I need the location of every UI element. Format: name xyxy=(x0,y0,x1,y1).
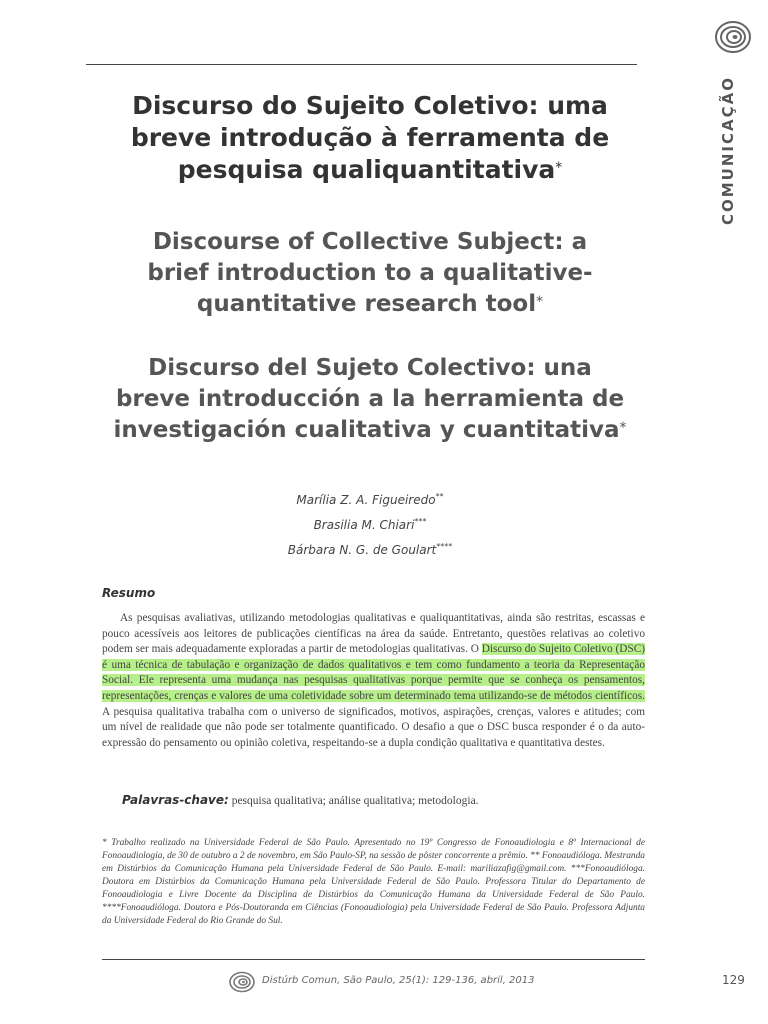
highlighted-text: Discurso do Sujeito Coletivo (DSC) é uma técnica de tabulação e organização de dados qualitativos e tem como fundamento a teoria da Representação Social. Ele representa uma mudança nas pesquisas qualitativas porque permite que se conheça os pensamentos, representações, crenças e valores de uma coletividade sobre um determinado tema utilizando-se de métodos científicos. xyxy=(102,643,645,702)
footnote-mark: * xyxy=(619,420,627,436)
footnote: * Trabalho realizado na Universidade Federal de São Paulo. Apresentado no 19º Congresso de Fonoaudiologia e 8º Internacional de Fonoaudiologia, de 30 de outubro a 2 de novembro, em São Paulo-SP, na sessão de pôster concorrente a prêmio. ** Fonoaudióloga. Mestranda em Distúrbios da Comunicação Humana pela Universidade Federal de São Paulo. E-mail: mariliazafig@gmail.com. ***Fonoaudióloga. Doutora em Distúrbios da Comunicação Humana pela Universidade Federal de São Paulo. Professora Titular do Departamento de Fonoaudiologia e Livre Docente da Disciplina de Distúrbios da Comunicação Humana da Universidade Federal de São Paulo. ****Fonoaudióloga. Doutora e Pós-Doutoranda em Ciências (Fonoaudiologia) pela Universidade Federal de São Paulo. Professora Adjunta da Universidade Federal do Rio Grande do Sul. xyxy=(102,838,645,926)
footnote-mark: *** xyxy=(414,517,427,526)
title-line: Discourse of Collective Subject: a xyxy=(152,229,588,255)
keywords xyxy=(122,793,479,807)
abstract-text: As pesquisas avaliativas, utilizando metodologias qualitativas e qualiquantitativas, ainda são restritas, escassas e pouco acessíveis aos leitores de publicações científicas na área da saúde. Entretanto, questões relativas ao coletivo podem ser mais adequadamente exploradas a partir de metodologias qualitativas. O xyxy=(102,612,645,656)
page-number: 129 xyxy=(722,973,745,987)
footnote-mark: **** xyxy=(436,542,453,551)
abstract-body xyxy=(102,611,645,751)
title-line: pesquisa qualiquantitativa* xyxy=(177,155,563,184)
author: Bárbara N. G. de Goulart**** xyxy=(287,542,453,557)
title-line: Discurso do Sujeito Coletivo: uma xyxy=(132,91,608,120)
keywords-label: Palavras-chave: xyxy=(122,793,229,807)
title-line: Discurso del Sujeto Colectivo: una xyxy=(148,355,592,381)
footnote-mark: * xyxy=(536,294,544,310)
title-portuguese xyxy=(90,90,650,186)
title-line: breve introdução à ferramenta de xyxy=(130,123,610,152)
footnote-mark: ** xyxy=(435,492,444,501)
title-line: brief introduction to a qualitative- xyxy=(147,260,593,286)
title-line: quantitative research tool* xyxy=(196,291,544,317)
author-list xyxy=(200,486,540,561)
title-spanish xyxy=(90,353,650,446)
author: Brasilia M. Chiari*** xyxy=(313,517,427,532)
title-line: investigación cualitativa y cuantitativa* xyxy=(113,417,627,443)
section-label: COMUNICAÇÃO xyxy=(719,76,737,225)
top-rule xyxy=(86,64,637,65)
abstract-text: A pesquisa qualitativa trabalha com o universo de significados, motivos, aspirações, crenças, valores e atitudes; com um nível de realidade que não pode ser totalmente quantificado. O desafio a que o DSC busca responder é o da auto-expressão do pensamento ou opinião coletiva, respeitando-se a dupla condição qualitativa e quantitativa destes. xyxy=(102,705,645,749)
title-line: breve introducción a la herramienta de xyxy=(115,386,625,412)
footer-logo-icon xyxy=(228,971,256,993)
journal-logo-icon xyxy=(714,20,752,54)
title-english xyxy=(90,227,650,320)
author: Marília Z. A. Figueiredo** xyxy=(296,492,444,507)
keywords-text: pesquisa qualitativa; análise qualitativa; metodologia. xyxy=(231,795,479,807)
abstract-heading: Resumo xyxy=(102,586,156,600)
footnote-mark: * xyxy=(555,160,563,176)
bottom-rule xyxy=(102,959,645,960)
journal-citation: Distúrb Comun, São Paulo, 25(1): 129-136, abril, 2013 xyxy=(262,975,535,986)
